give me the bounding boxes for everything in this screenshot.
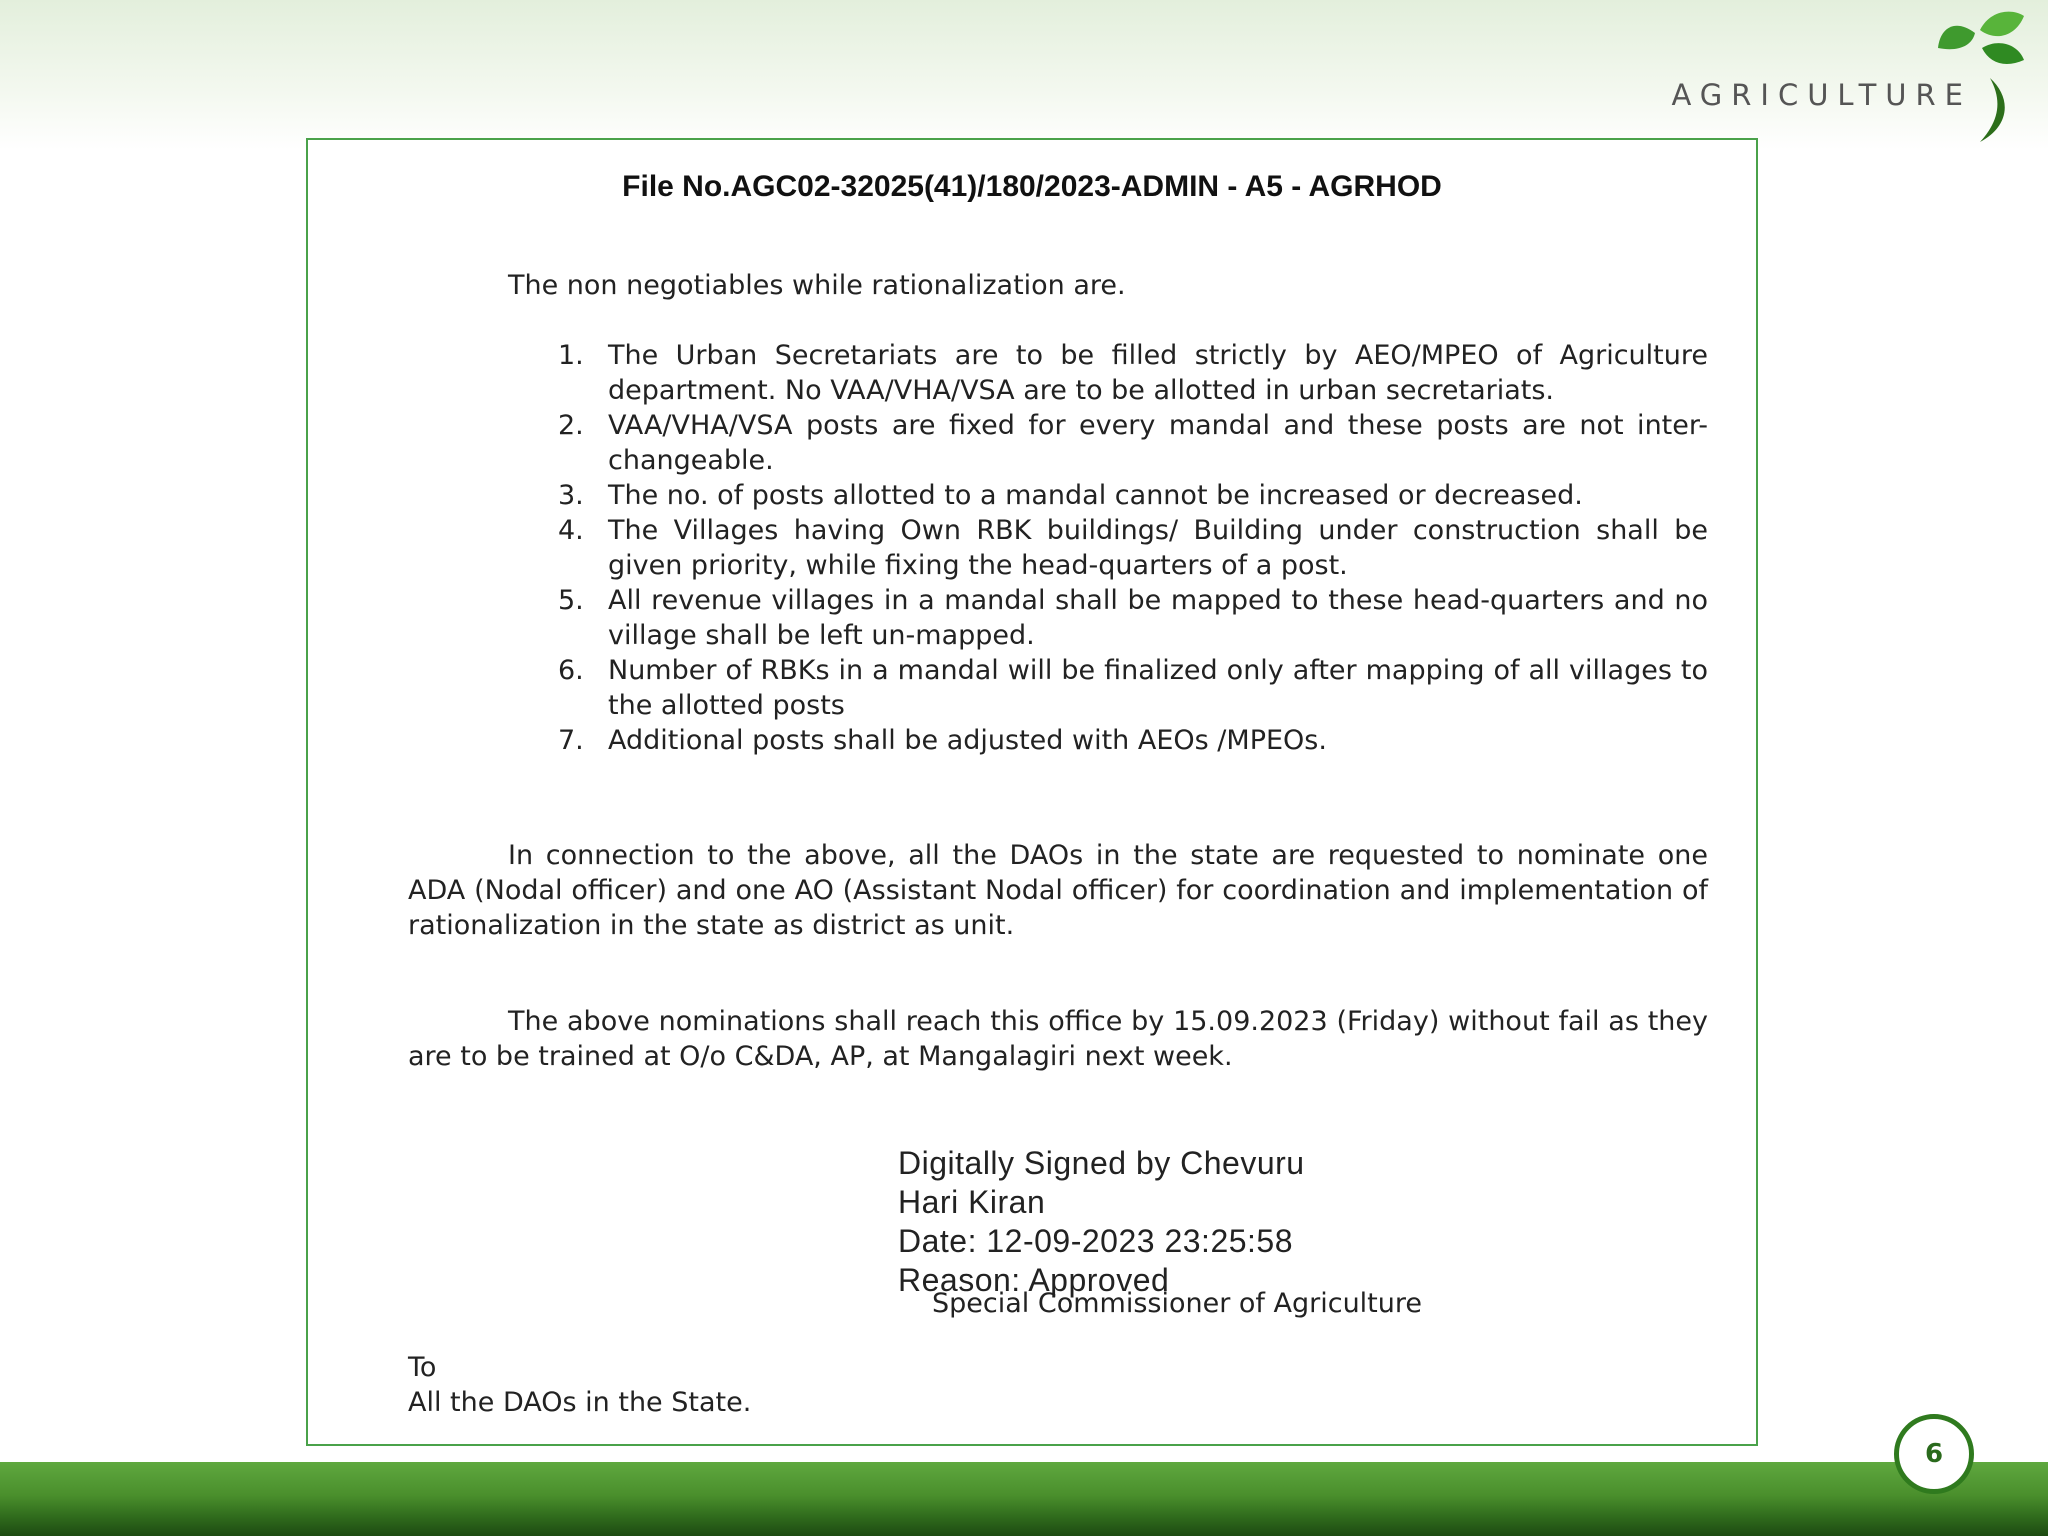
- non-negotiables-list: [558, 338, 1708, 758]
- document-frame: [306, 138, 1758, 1446]
- nomination-paragraph: In connection to the above, all the DAOs in the state are requested to nominate one ADA (Nodal officer) and one AO (Assistant Nodal officer) for coordination and implementation of rationalization in the state as district as unit.: [408, 840, 1708, 941]
- signature-line: Digitally Signed by Chevuru: [898, 1145, 1305, 1181]
- footer-bar: [0, 1462, 2048, 1536]
- deadline-paragraph: The above nominations shall reach this office by 15.09.2023 (Friday) without fail as they are to be trained at O/o C&DA, AP, at Mangalagiri next week.: [408, 1006, 1708, 1072]
- to-label: To: [408, 1352, 437, 1383]
- list-item: 7. Additional posts shall be adjusted with AEOs /MPEOs.: [558, 725, 1327, 756]
- logo-text: AGRICULTURE: [1671, 78, 1972, 112]
- document-body: [308, 140, 1756, 1444]
- agriculture-logo: [1630, 8, 2030, 148]
- signature-reason: Reason: Approved: [898, 1262, 1170, 1298]
- recipient-block: [408, 1350, 751, 1420]
- list-item: 6. Number of RBKs in a mandal will be finalized only after mapping of all villages to the allotted posts: [558, 655, 1708, 721]
- intro-line: The non negotiables while rationalization are.: [508, 270, 1126, 301]
- list-item: 5. All revenue villages in a mandal shall be mapped to these head-quarters and no village shall be left un-mapped.: [558, 585, 1708, 651]
- file-number: File No.AGC02-32025(41)/180/2023-ADMIN - A5 - AGRHOD: [622, 170, 1442, 203]
- page-number-badge: 6: [1894, 1414, 1974, 1494]
- signatory-designation: Special Commissioner of Agriculture: [932, 1288, 1422, 1319]
- signature-date: Date: 12-09-2023 23:25:58: [898, 1223, 1294, 1259]
- digital-signature: [898, 1144, 1305, 1300]
- to-recipient: All the DAOs in the State.: [408, 1387, 752, 1418]
- signature-line: Hari Kiran: [898, 1184, 1046, 1220]
- list-item: 4. The Villages having Own RBK buildings/ Building under construction shall be given priority, while fixing the head-quarters of a post.: [558, 515, 1708, 581]
- list-item: 2. VAA/VHA/VSA posts are fixed for every mandal and these posts are not inter-changeable.: [558, 410, 1708, 476]
- list-item: 3. The no. of posts allotted to a mandal cannot be increased or decreased.: [558, 480, 1583, 511]
- list-item: 1. The Urban Secretariats are to be filled strictly by AEO/MPEO of Agriculture department. No VAA/VHA/VSA are to be allotted in urban secretariats.: [558, 340, 1708, 406]
